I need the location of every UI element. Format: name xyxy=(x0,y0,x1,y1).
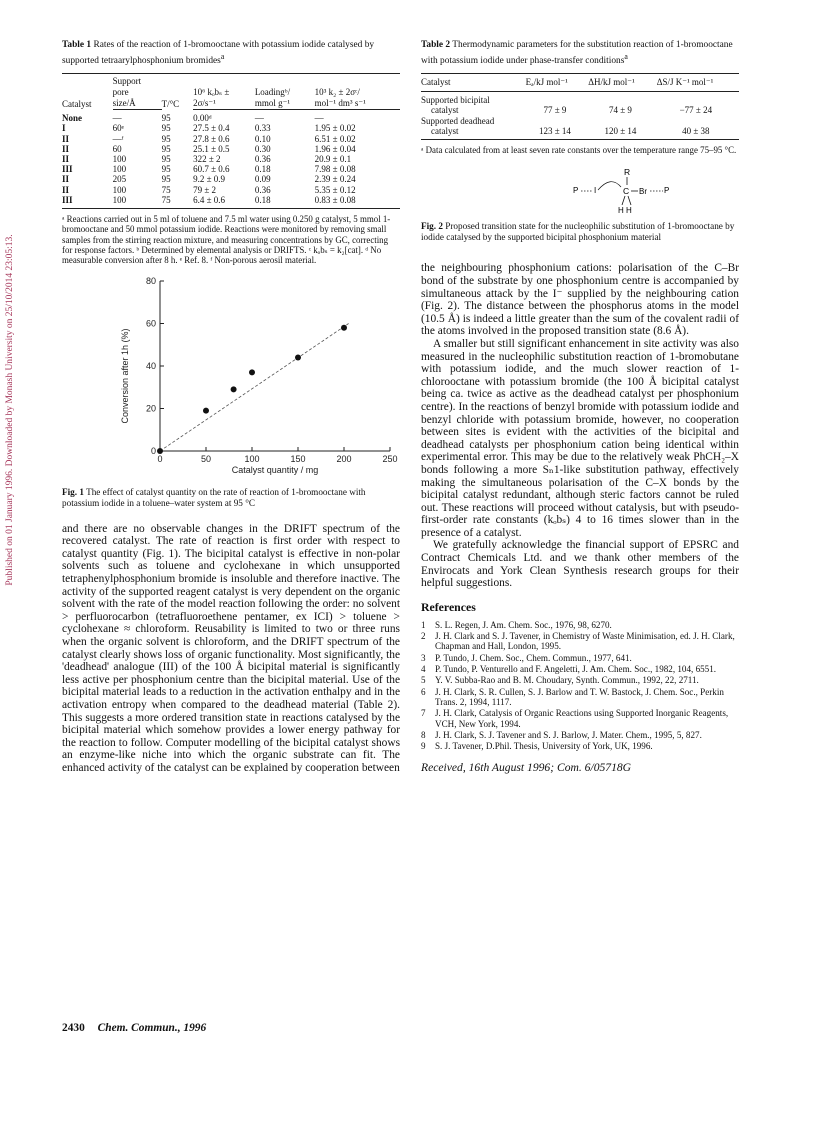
received-line: Received, 16th August 1996; Com. 6/05718G xyxy=(421,761,632,775)
t1-cell-temp: 95 xyxy=(161,174,171,185)
fig2-caption xyxy=(421,221,739,242)
t1-cell-pore: —ᶠ xyxy=(112,133,124,144)
t1-cell-loading: 0.18 xyxy=(255,195,315,209)
t1-cell-pore: 100 xyxy=(113,195,162,209)
t1-cell-catalyst: I xyxy=(62,123,66,134)
t1-cell-kobs: 25.1 ± 0.5 xyxy=(193,143,230,154)
t1-cell-catalyst: II xyxy=(62,153,70,164)
reference-item xyxy=(421,741,739,751)
t1-cell-loading: 0.10 xyxy=(254,133,271,144)
download-watermark xyxy=(3,150,17,670)
t1-cell-catalyst: III xyxy=(62,195,113,209)
left-paragraph: and there are no observable changes in the DRIFT spectrum of the recovered catalyst. The rate of reaction is first order with respect to catalyst quantity (Fig. 1). The bicipital catalyst is effective in non-polar solvents such as toluene and cyclohexane in which unsupported tetraphenylphosphonium bromide is insoluble and therefore inactive. The activity of the supported reagent catalyst is very dependent on the organic solvent with the rate of the model reaction following the order: no solvent > perfluorocarbon (tetrafluoroethene pentamer, ex ICI) > toluene > cyclohexane ≈ chloroform. Reusability is limited to two or three runs when the organic solvent is chloroform, and the DRIFT spectrum of the catalyst clearly shows loss of organic functionality. Most significantly, the 'deadhead' analogue (III) of the 100 Å bicipital material is significantly less active per phosphonium centre than the bicipital material. Use of the bicipital material leads to a reduction in the activation enthalpy and in the activation entropy when compared to the deadhead material (Table 2). This suggests a more ordered transition state in reactions catalysed by the bicipital material which somehow provides a lower energy pathway for the reaction to follow. Computer modelling of the bicipital catalyst shows an enzyme-like niche into which the organic substrate can fit. The enhanced activity of the catalyst can be explained by cooperation between xyxy=(62,522,400,774)
data-point xyxy=(203,408,209,414)
reference-number: 4 xyxy=(421,664,426,675)
reference-text: S. J. Tavener, D.Phil. Thesis, University of York, UK, 1996. xyxy=(435,741,653,752)
y-tick-label: 60 xyxy=(145,318,156,329)
fig1-label: Fig. 1 xyxy=(62,487,84,498)
t1-cell-k2: 6.51 ± 0.02 xyxy=(314,133,356,144)
table1-footnote: ᵃ Reactions carried out in 5 ml of toluene and 7.5 ml water using 0.250 g catalyst, 5 mmol 1-bromooctane and 50 mmol potassium iodide. Reactions were monitored by removing small samples from the stirring reaction mixture, and measuring concentrations by GC, correcting for response factors. ᵇ Determined by elemental analysis or DRIFTS. ᶜ kₒbₛ = k₂[cat]. ᵈ No measurable conversion after 8 h. ᵉ Ref. 8. ᶠ Non-porous aerosil material. xyxy=(62,213,391,266)
ts-bond-h1 xyxy=(622,196,625,205)
table-row xyxy=(62,154,400,164)
t1-cell-loading: 0.09 xyxy=(254,174,271,185)
t1-cell-loading: 0.18 xyxy=(254,164,271,175)
table-row xyxy=(62,123,400,133)
t1-col-kobs-2: 2σ/s⁻¹ xyxy=(193,98,255,110)
reference-item xyxy=(421,653,739,663)
x-tick-label: 100 xyxy=(244,454,260,465)
data-point xyxy=(341,325,347,331)
t1-cell-temp: 75 xyxy=(161,184,171,195)
transition-state-structure xyxy=(571,165,681,217)
table-row xyxy=(421,92,739,116)
left-column xyxy=(62,40,400,775)
reference-text: J. H. Clark, S. R. Cullen, S. J. Barlow and T. W. Bastock, J. Chem. Soc., Perkin Trans. 2, 1994, 1117. xyxy=(435,686,724,707)
t1-cell-kobs: 27.5 ± 0.4 xyxy=(193,123,230,134)
trend-line xyxy=(160,324,349,452)
table-row xyxy=(62,144,400,154)
table-row xyxy=(62,110,400,124)
reference-text: S. L. Regen, J. Am. Chem. Soc., 1976, 98, 6270. xyxy=(435,619,612,630)
ts-arrow xyxy=(598,182,621,190)
x-tick-label: 0 xyxy=(157,454,163,465)
reference-number: 5 xyxy=(421,675,426,686)
table2 xyxy=(421,73,739,140)
fig1-caption xyxy=(62,487,400,508)
reference-item xyxy=(421,687,739,708)
data-point xyxy=(295,355,301,361)
t1-cell-pore: — xyxy=(112,113,122,124)
t1-cell-k2: 20.9 ± 0.1 xyxy=(314,153,352,164)
t2-row2-ds: 40 ± 38 xyxy=(657,116,739,140)
table2-label: Table 2 xyxy=(421,40,451,50)
table-row xyxy=(62,134,400,144)
reference-text: J. H. Clark, S. J. Tavener and S. J. Barlow, J. Mater. Chem., 1995, 5, 827. xyxy=(435,729,702,740)
t1-cell-k2: 5.35 ± 0.12 xyxy=(314,184,356,195)
t1-col-pore-2: pore xyxy=(112,87,129,98)
fig1-caption-text: The effect of catalyst quantity on the rate of reaction of 1-bromooctane with potassium iodide in a toluene–water system at 95 °C xyxy=(62,487,366,509)
references-list xyxy=(421,620,739,752)
transition-state-drawing xyxy=(571,165,681,217)
t1-cell-kobs: 79 ± 2 xyxy=(193,184,217,195)
t1-cell-temp: 95 xyxy=(161,143,171,154)
t1-cell-catalyst: III xyxy=(62,164,73,175)
t1-col-loading-2: mmol g⁻¹ xyxy=(255,98,315,110)
t2-row2-ea: 123 ± 14 xyxy=(526,116,589,140)
t2-col-catalyst: Catalyst xyxy=(421,74,526,92)
t1-cell-pore: 60 xyxy=(112,143,122,154)
ts-i: I xyxy=(594,186,597,196)
t1-cell-k2: 2.39 ± 0.24 xyxy=(314,174,356,185)
t1-cell-temp: 95 xyxy=(161,153,171,164)
table2-caption-text: Thermodynamic parameters for the substitution reaction of 1-bromooctane with potassium iodide under phase-transfer conditions xyxy=(421,40,733,67)
reference-number: 8 xyxy=(421,729,426,740)
data-point xyxy=(249,370,255,376)
t1-cell-loading: 0.30 xyxy=(254,143,271,154)
t1-cell-catalyst: None xyxy=(62,112,82,123)
table1-caption xyxy=(62,40,400,67)
table-row xyxy=(62,195,400,209)
reference-item xyxy=(421,664,739,674)
table2-footnote: ᵃ Data calculated from at least seven rate constants over the temperature range 75–95 °C. xyxy=(421,144,737,155)
data-point xyxy=(231,387,237,393)
t1-cell-kobs: 0.00ᵈ xyxy=(193,113,212,124)
t1-col-k2-1: 10³ k₂ ± 2σᶜ/ xyxy=(315,74,400,99)
table2-caption-mark: a xyxy=(624,52,628,61)
t1-cell-k2: — xyxy=(314,113,324,124)
right-paragraph-1: the neighbouring phosphonium cations: polarisation of the C–Br bond of the substrate by one phosphonium centre is accompanied by simultaneous attack by the I⁻ supplied by the neighbouring cation (Fig. 2). The distance between the phosphorus atoms in the model (10.5 Å) is indeed a little greater than the sum of the covalent radii of the atoms involved in the proposed transition state (8.6 Å). xyxy=(421,262,739,338)
reference-number: 2 xyxy=(421,631,426,642)
t1-cell-pore: 100 xyxy=(112,184,127,195)
y-tick-label: 0 xyxy=(150,446,156,457)
t1-cell-temp: 95 xyxy=(161,133,171,144)
t1-cell-kobs: 27.8 ± 0.6 xyxy=(193,133,230,144)
t2-row1-name-2: catalyst xyxy=(431,105,459,116)
t2-row1-dh: 74 ± 9 xyxy=(608,105,632,116)
table2-caption xyxy=(421,40,739,67)
t2-row2-name-1: Supported deadhead xyxy=(421,115,495,126)
table-row xyxy=(62,164,400,174)
reference-number: 6 xyxy=(421,686,426,697)
t1-cell-kobs: 9.2 ± 0.9 xyxy=(193,174,226,185)
table1-caption-mark: a xyxy=(220,52,225,61)
t1-cell-temp: 95 xyxy=(161,123,171,134)
t1-cell-pore: 100 xyxy=(112,164,127,175)
download-watermark-text: Published on 01 January 1996. Downloaded by Monash University on 25/10/2014 23:05:13. xyxy=(5,234,15,586)
table-row xyxy=(62,185,400,195)
reference-number: 3 xyxy=(421,652,426,663)
t1-cell-catalyst: II xyxy=(62,143,70,154)
t2-row1-ea: 77 ± 9 xyxy=(543,105,567,116)
table1-body xyxy=(62,110,400,209)
table1 xyxy=(62,73,400,209)
ts-p-left: P xyxy=(573,186,579,196)
reference-text: J. H. Clark and S. J. Tavener, in Chemistry of Waste Minimisation, ed. J. H. Clark, Chapman and Hall, London, 1995. xyxy=(435,631,735,652)
fig1-plot xyxy=(110,273,410,483)
ts-r: R xyxy=(624,167,631,178)
t1-cell-kobs: 6.4 ± 0.6 xyxy=(193,195,255,209)
ts-c: C xyxy=(623,186,630,197)
reference-item xyxy=(421,631,739,652)
references-heading: References xyxy=(421,599,476,614)
t1-cell-catalyst: II xyxy=(62,184,70,195)
y-axis-label: Conversion after 1h (%) xyxy=(120,328,130,424)
ts-bond-h2 xyxy=(628,196,631,205)
t2-row2-name-2: catalyst xyxy=(431,125,459,136)
table1-label: Table 1 xyxy=(62,40,92,50)
reference-text: P. Tundo, J. Chem. Soc., Chem. Commun., 1977, 641. xyxy=(435,652,632,663)
right-paragraph-2: A smaller but still significant enhancement in site activity was also measured in the nucleophilic substitution reaction of 1-bromobutane with potassium iodide, and the much slower reaction of 1-chlorooctane with potassium bromide (the 100 Å bicipital catalyst being ca. twice as active as the deadhead catalyst per phosphonium centre). In the reactions of benzyl bromide with potassium iodide and benzyl chloride with potassium bromide, however, no cooperation between sites is evident with the activities of the bicipital and deadhead catalysts per phosphonium cation being identical within experimental error. This may be due to the relatively weak PhCH₂–X bonds following a more Sₙ1-like substitution pathway, effectively making the simultaneous polarisation of the C–X bonds by the bicipital catalyst redundant, although steric factors cannot be ruled out. These reactions will proceed without catalysis, but with pseudo-first-order rate constants (kₒbₛ) 4 to 16 times slower than in the presence of a catalyst. xyxy=(421,337,739,539)
t1-col-pore-3: size/Å xyxy=(113,98,162,110)
t1-col-temp: T/°C xyxy=(162,74,193,110)
t1-cell-k2: 1.95 ± 0.02 xyxy=(314,123,356,134)
x-tick-label: 250 xyxy=(382,454,398,465)
fig1-chart xyxy=(110,273,410,483)
x-tick-label: 150 xyxy=(290,454,306,465)
t1-col-loading-1: Loadingᵇ/ xyxy=(255,74,315,99)
t1-cell-temp: 95 xyxy=(161,112,171,123)
t2-row1-ds: −77 ± 24 xyxy=(679,105,713,116)
x-axis-label: Catalyst quantity / mg xyxy=(231,465,319,476)
journal-name: Chem. Commun., 1996 xyxy=(97,1022,207,1034)
reference-item xyxy=(421,730,739,740)
t1-col-catalyst: Catalyst xyxy=(62,74,113,110)
fig2-label: Fig. 2 xyxy=(421,221,443,232)
reference-number: 1 xyxy=(421,619,426,630)
y-tick-label: 80 xyxy=(145,276,156,287)
reference-text: Y. V. Subba-Rao and B. M. Choudary, Synth. Commun., 1992, 22, 2711. xyxy=(435,675,699,686)
t1-cell-k2: 1.96 ± 0.04 xyxy=(314,143,356,154)
reference-item xyxy=(421,620,739,630)
t1-cell-kobs: 322 ± 2 xyxy=(193,153,221,164)
t1-cell-k2: 7.98 ± 0.08 xyxy=(314,164,356,175)
x-tick-label: 200 xyxy=(336,454,352,465)
page-footer xyxy=(62,1022,206,1034)
reference-number: 9 xyxy=(421,741,426,752)
reference-text: J. H. Clark, Catalysis of Organic Reactions using Supported Inorganic Reagents, VCH, New York, 1994. xyxy=(435,708,729,729)
t1-cell-pore: 100 xyxy=(112,153,127,164)
t2-col-dh: ΔH/kJ mol⁻¹ xyxy=(588,74,656,92)
x-tick-label: 50 xyxy=(200,454,212,465)
t1-cell-kobs: 60.7 ± 0.6 xyxy=(193,164,230,175)
fig2-caption-text: Proposed transition state for the nucleophilic substitution of 1-bromooctane by iodide catalysed by the supported bicipital phosphonium material xyxy=(421,221,735,242)
t2-col-ds: ΔS/J K⁻¹ mol⁻¹ xyxy=(657,74,739,92)
table1-caption-text: Rates of the reaction of 1-bromooctane with potassium iodide catalysed by supported tetraarylphosphonium bromides xyxy=(62,40,375,67)
ts-p-right: P xyxy=(664,186,670,196)
ts-br: Br xyxy=(639,187,647,197)
reference-item xyxy=(421,708,739,729)
y-tick-label: 20 xyxy=(145,403,156,414)
acknowledgements: We gratefully acknowledge the financial support of EPSRC and Contract Chemicals Ltd. and we thank other members of the Envirocats and York Clean Synthesis research groups for their helpful suggestions. xyxy=(421,539,739,590)
t1-cell-temp: 95 xyxy=(161,164,171,175)
t2-col-ea: Eₐ/kJ mol⁻¹ xyxy=(526,74,589,92)
t1-col-kobs-1: 10⁶ kₒbₛ ± xyxy=(193,74,255,99)
t1-cell-catalyst: II xyxy=(62,133,70,144)
t1-cell-loading: 0.36 xyxy=(254,153,271,164)
table-row xyxy=(421,116,739,140)
t1-cell-pore: 205 xyxy=(112,174,127,185)
t1-cell-loading: — xyxy=(254,113,264,124)
t2-row1-name-1: Supported bicipital xyxy=(421,95,490,106)
ts-h: H H xyxy=(618,206,632,216)
t1-cell-loading: 0.33 xyxy=(254,123,271,134)
table-row xyxy=(62,174,400,184)
t1-cell-pore: 60ᵉ xyxy=(112,123,124,134)
page-number: 2430 xyxy=(62,1022,85,1034)
reference-text: P. Tundo, P. Venturello and F. Angeletti, J. Am. Chem. Soc., 1982, 104, 6551. xyxy=(435,664,717,675)
t2-row2-dh: 120 ± 14 xyxy=(588,116,656,140)
t1-col-k2-2: mol⁻¹ dm³ s⁻¹ xyxy=(315,98,400,110)
data-point xyxy=(157,448,163,454)
t1-cell-loading: 0.36 xyxy=(254,184,271,195)
t1-cell-k2: 0.83 ± 0.08 xyxy=(315,195,400,209)
t1-col-pore-1: Support xyxy=(113,74,162,88)
y-tick-label: 40 xyxy=(145,361,156,372)
t1-cell-catalyst: II xyxy=(62,174,70,185)
right-column xyxy=(421,40,739,774)
reference-number: 7 xyxy=(421,708,426,719)
t1-cell-temp: 75 xyxy=(162,195,193,209)
reference-item xyxy=(421,675,739,685)
